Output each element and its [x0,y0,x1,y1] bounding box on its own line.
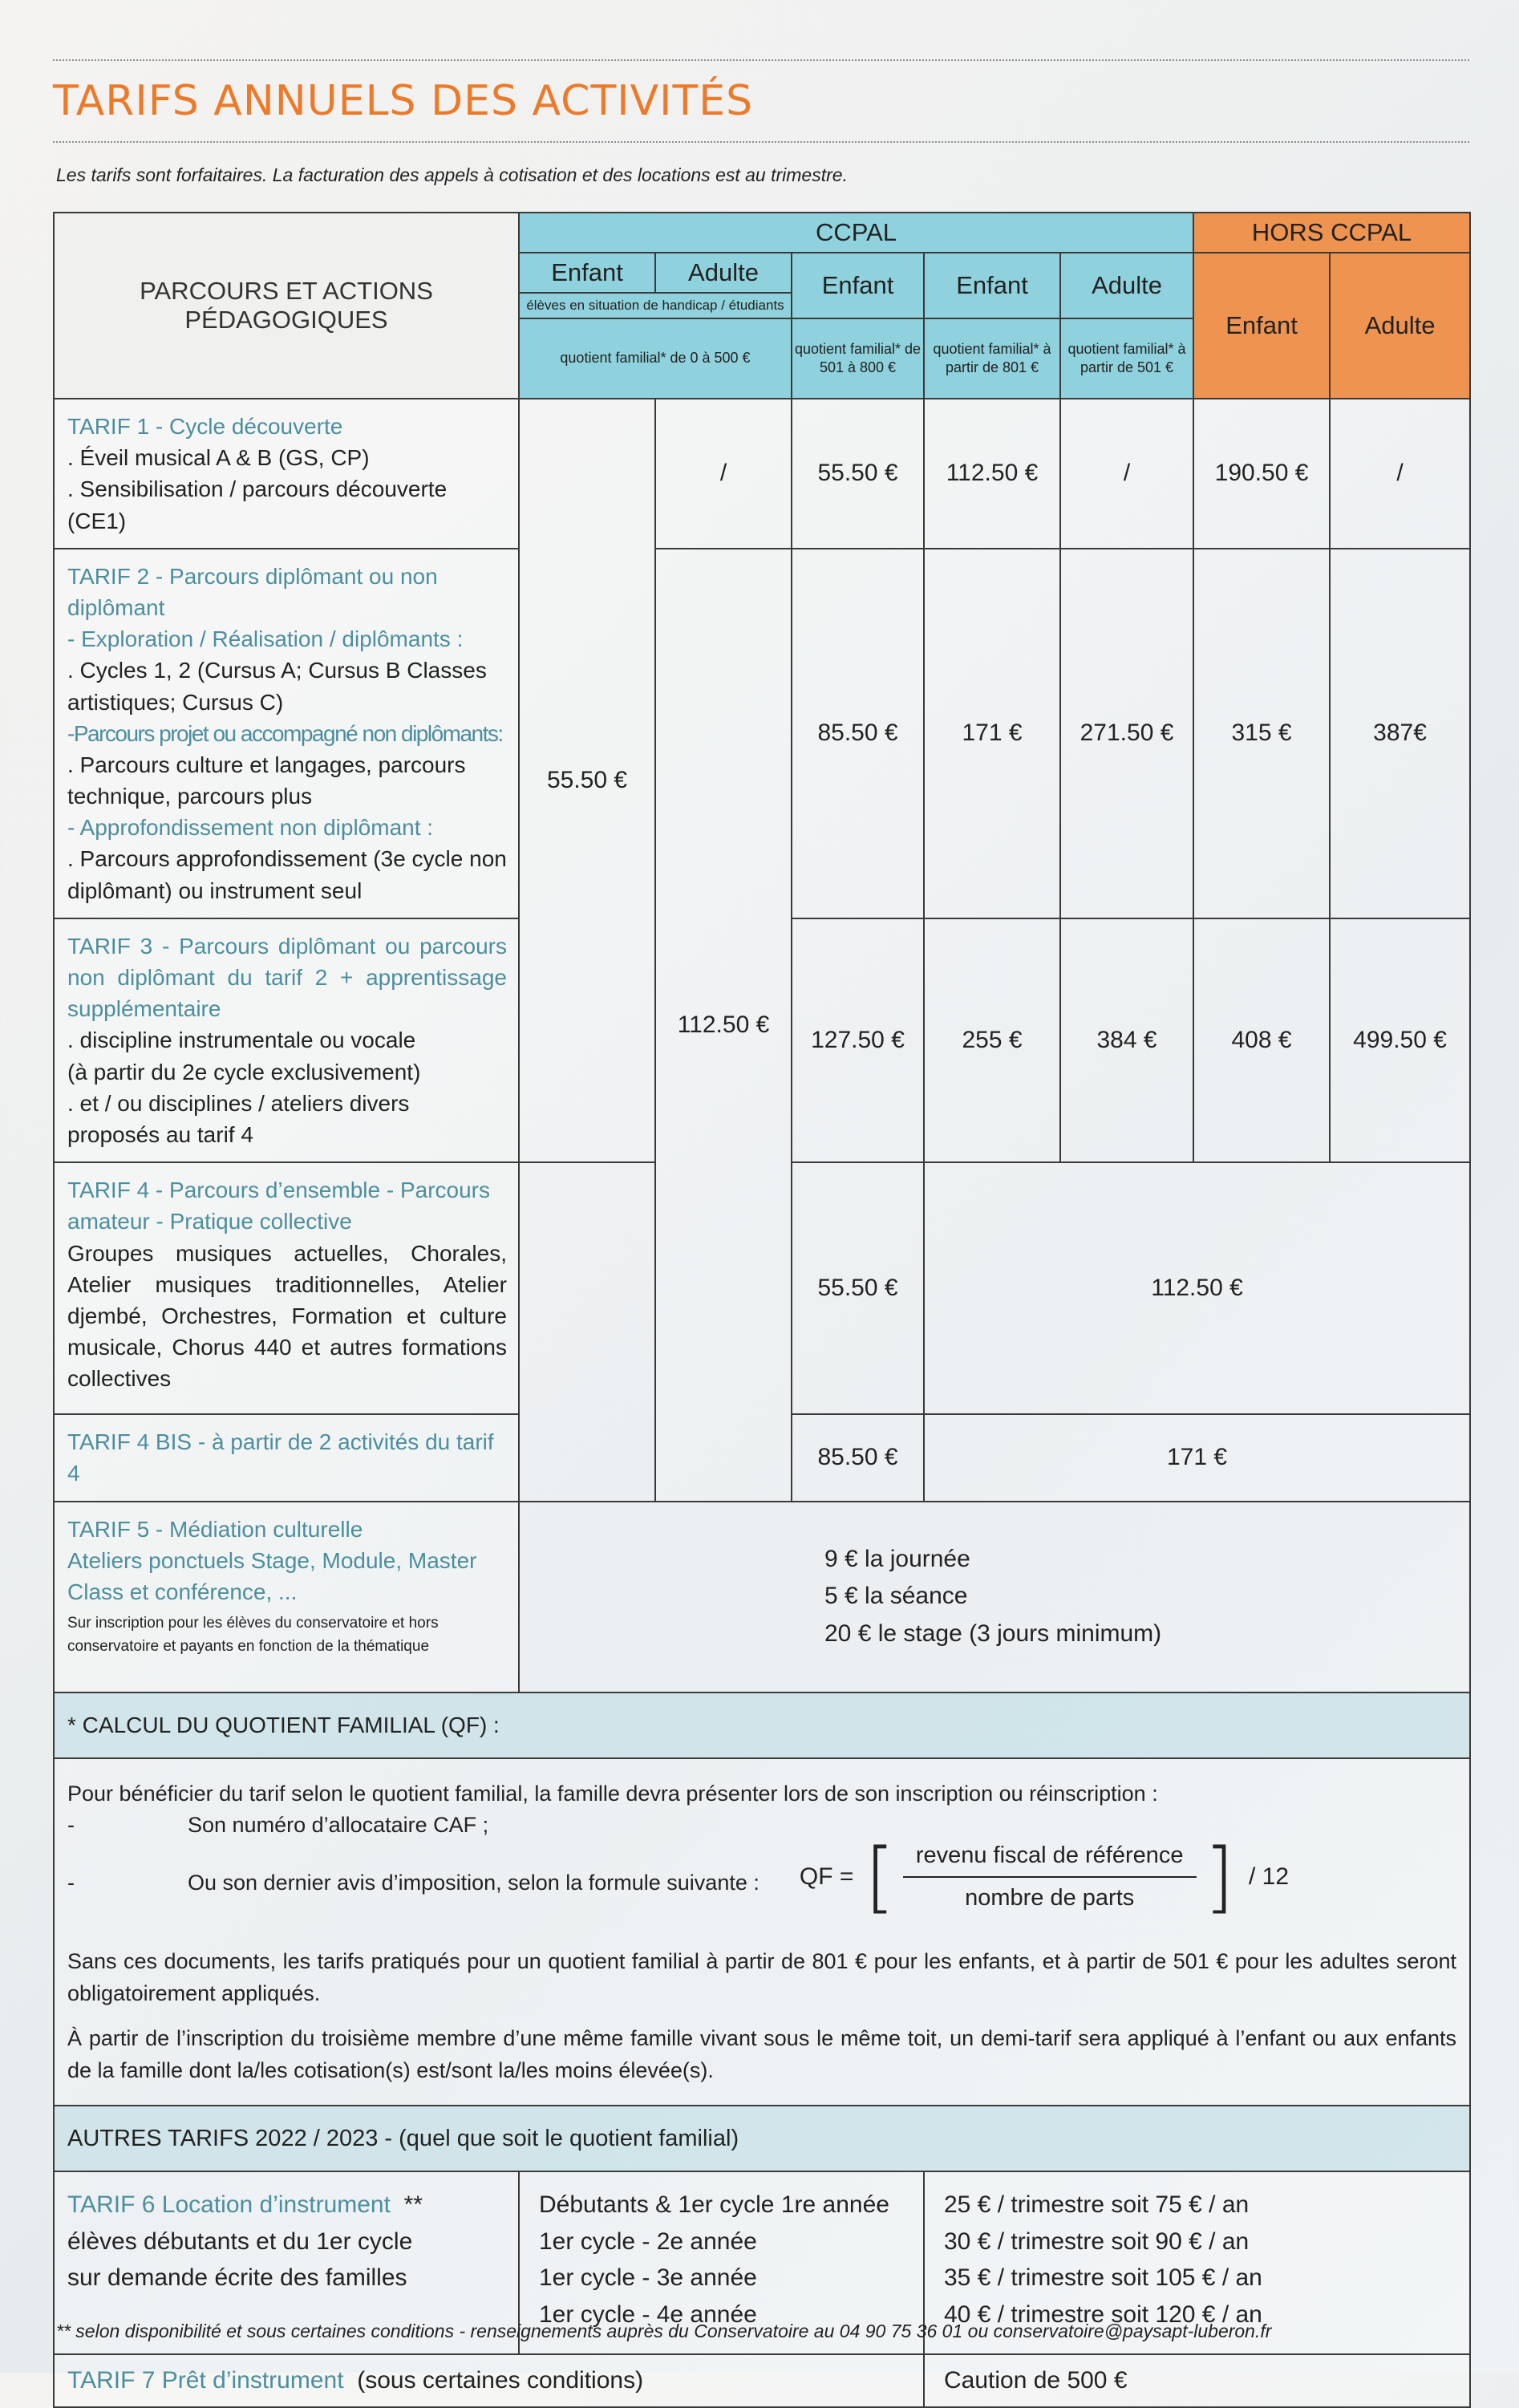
col-hors-adulte: Adulte [1330,253,1470,399]
tarif3-value: 384 € [1060,918,1193,1162]
page-title: TARIFS ANNUELS DES ACTIVITÉS [53,77,754,125]
fraction [903,1835,1197,1919]
qf-para: À partir de l’inscription du troisième membre d’une même famille vivant sous le même toit, un demi-tarif sera appliqué à l’enfant ou aux enfants de la famille dont la/les cotisation(s) est/sont la/les moins élevée(s). [67,2026,1457,2083]
tarif6-level: 1er cycle - 4e année [539,2301,757,2328]
tarif2-line: . Cycles 1, 2 (Cursus A; Cursus B Classes artistiques; Cursus C) [67,658,487,715]
tarif6-level: 1er cycle - 2e année [539,2228,757,2255]
tarif1-value: / [655,399,792,549]
header-hors-ccpal: HORS CCPAL [1193,213,1470,253]
col-enfant-qf3: Enfant [924,253,1060,318]
tarif2-line: . Parcours approfondissement (3e cycle non diplômant) ou instrument seul [67,846,507,903]
col-hors-enfant: Enfant [1193,253,1330,399]
qf-header: * CALCUL DU QUOTIENT FAMILIAL (QF) : [54,1692,1470,1758]
tarif5-price: 5 € la séance [824,1583,968,1610]
tarif6-price: 25 € / trimestre soit 75 € / an [944,2191,1250,2219]
tarif2-label [54,549,519,918]
col-enfant-qf2: Enfant [792,253,924,318]
tarif2-value: 315 € [1193,549,1330,918]
tarif3-line: (à partir du 2e cycle exclusivement) [67,1059,421,1084]
header-parcours: PARCOURS ET ACTIONS PÉDAGOGIQUES [54,213,519,399]
tarif2-sub: - Approfondissement non diplômant : [67,815,434,841]
tarif4bis-value: 171 € [924,1414,1470,1501]
formula-divisor: / 12 [1248,1863,1290,1891]
tarif6-price: 40 € / trimestre soit 120 € / an [944,2301,1262,2328]
tarif6-level: Débutants & 1er cycle 1re année [539,2191,889,2219]
autres-header: AUTRES TARIFS 2022 / 2023 - (quel que soit le quotient familial) [54,2106,1470,2171]
subtitle: Les tarifs sont forfaitaires. La facturation des appels à cotisation et des locations est au trimestre. [56,164,848,185]
tarif5-note: Sur inscription pour les élèves du conservatoire et hors conservatoire et payants en fonction de la thématique [67,1615,439,1655]
formula-lhs: QF = [799,1863,854,1891]
qf-0-500: quotient familial* de 0 à 500 € [519,318,792,399]
tarif7-condition: (sous certaines conditions) [357,2367,644,2394]
tarif6-price: 30 € / trimestre soit 90 € / an [944,2228,1250,2255]
tarif1-line: . Sensibilisation / parcours découverte (CE1) [67,476,448,533]
qf-item-text: Ou son dernier avis d’imposition, selon la formule suivante : [188,1871,760,1895]
tarif2-value: 171 € [924,549,1060,918]
tarif5-label [54,1502,519,1692]
tarif2-sub: -Parcours projet ou accompagné non diplômants: [67,720,503,746]
tarif4-empty-enfant [519,1162,655,1501]
col-adulte-handicap: Adulte [655,253,792,293]
tarif4-title: TARIF 4 - Parcours d’ensemble - Parcours amateur - Pratique collective [67,1178,490,1234]
tarif3-value: 499.50 € [1330,918,1470,1162]
handicap-label: élèves en situation de handicap / étudiants [519,293,792,318]
tarif3-label [54,918,519,1162]
fraction-denominator: nombre de parts [965,1885,1135,1911]
tarif5-price: 9 € la journée [824,1545,970,1572]
tarifs-table [53,212,1471,2408]
header-ccpal: CCPAL [519,213,1193,253]
tarif3-value: 127.50 € [792,918,924,1162]
qf-formula [799,1832,1290,1923]
tarif4bis-title: TARIF 4 BIS - à partir de 2 activités du tarif 4 [67,1429,494,1486]
tarif1-value: / [1330,399,1470,549]
tarif5-prices [519,1502,1470,1692]
tarif3-value: 255 € [924,918,1060,1162]
tarif3-value: 408 € [1193,918,1330,1162]
shared-adulte-handicap: 112.50 € [655,549,792,1502]
tarif6-stars: ** [403,2191,423,2219]
tarif7-caution: Caution de 500 € [924,2354,1470,2407]
qf-body [54,1758,1470,2106]
right-bracket: ] [1204,1832,1234,1923]
tarif1-line: . Éveil musical A & B (GS, CP) [67,445,370,471]
fraction-numerator: revenu fiscal de référence [903,1835,1197,1878]
qf-intro: Pour bénéficier du tarif selon le quotient familial, la famille devra présenter lors de son inscription ou réinscription : [67,1781,1158,1806]
tarif6-level: 1er cycle - 3e année [539,2264,757,2292]
tarif3-line: . et / ou disciplines / ateliers divers proposés au tarif 4 [67,1090,410,1147]
tarif2-value: 387€ [1330,549,1470,918]
tarif3-line: . discipline instrumentale ou vocale [67,1028,416,1053]
tarif1-label [54,399,519,549]
col-enfant-handicap: Enfant [519,253,655,293]
tarif4bis-value: 85.50 € [792,1414,924,1501]
tarif7-label [54,2354,924,2407]
qf-item-text: Son numéro d’allocataire CAF ; [188,1813,489,1838]
tarif1-value: 55.50 € [792,399,924,549]
tarif5-sub: Ateliers ponctuels Stage, Module, Master Class et conférence, ... [67,1547,477,1604]
tarif3-title: TARIF 3 - Parcours diplômant ou parcours non diplômant du tarif 2 + apprentissage supplémentaire [67,933,507,1022]
footnote: ** selon disponibilité et sous certaines conditions - renseignements auprès du Conservatoire au 04 90 75 36 01 ou conservatoire@paysapt-luberon.fr [56,2321,1272,2341]
tarif2-value: 85.50 € [792,549,924,918]
tarif6-price: 35 € / trimestre soit 105 € / an [944,2264,1262,2292]
col-adulte-qf: Adulte [1060,253,1193,318]
tarif4-label [54,1162,519,1414]
tarif1-value: 190.50 € [1193,399,1330,549]
tarif2-title: TARIF 2 - Parcours diplômant ou non diplômant [67,563,438,620]
tarif1-title: TARIF 1 - Cycle découverte [67,414,343,439]
tarif2-sub: - Exploration / Réalisation / diplômants : [67,626,464,652]
bullet-dash: - [67,1813,75,1838]
tarif2-value: 271.50 € [1060,549,1193,918]
qf-item [67,1832,1456,1925]
bullet-dash: - [67,1871,75,1895]
tarif5-price: 20 € le stage (3 jours minimum) [824,1620,1162,1647]
title-divider [53,141,1469,143]
tarif4-value: 112.50 € [924,1162,1470,1414]
tarif5-title: TARIF 5 - Médiation culturelle [67,1516,363,1542]
tarif6-line: sur demande écrite des familles [67,2264,407,2292]
tarif1-value: / [1060,399,1193,549]
left-bracket: [ [865,1832,895,1923]
top-divider [53,59,1469,61]
qf-801: quotient familial* à partir de 801 € [924,318,1060,399]
tarif6-title: TARIF 6 Location d’instrument [67,2191,391,2219]
tarif7-title: TARIF 7 Prêt d’instrument [67,2367,344,2394]
tarif4bis-label [54,1414,519,1501]
tarif4-value: 55.50 € [792,1162,924,1414]
qf-adulte-501: quotient familial* à partir de 501 € [1060,318,1193,399]
tarif1-value: 112.50 € [924,399,1060,549]
tarif2-line: . Parcours culture et langages, parcours technique, parcours plus [67,752,466,809]
shared-enfant-handicap: 55.50 € [519,399,655,1162]
qf-para: Sans ces documents, les tarifs pratiqués pour un quotient familial à partir de 801 € pour les enfants, et à partir de 501 € pour les adultes seront obligatoirement appliqués. [67,1949,1457,2006]
tarif4-body: Groupes musiques actuelles, Chorales, Atelier musiques traditionnelles, Atelier djembé, Orchestres, Formation et culture musicale, Chorus 440 et autres formations collectives [67,1240,507,1392]
tarif6-line: élèves débutants et du 1er cycle [67,2228,413,2255]
qf-501-800: quotient familial* de 501 à 800 € [792,318,924,399]
